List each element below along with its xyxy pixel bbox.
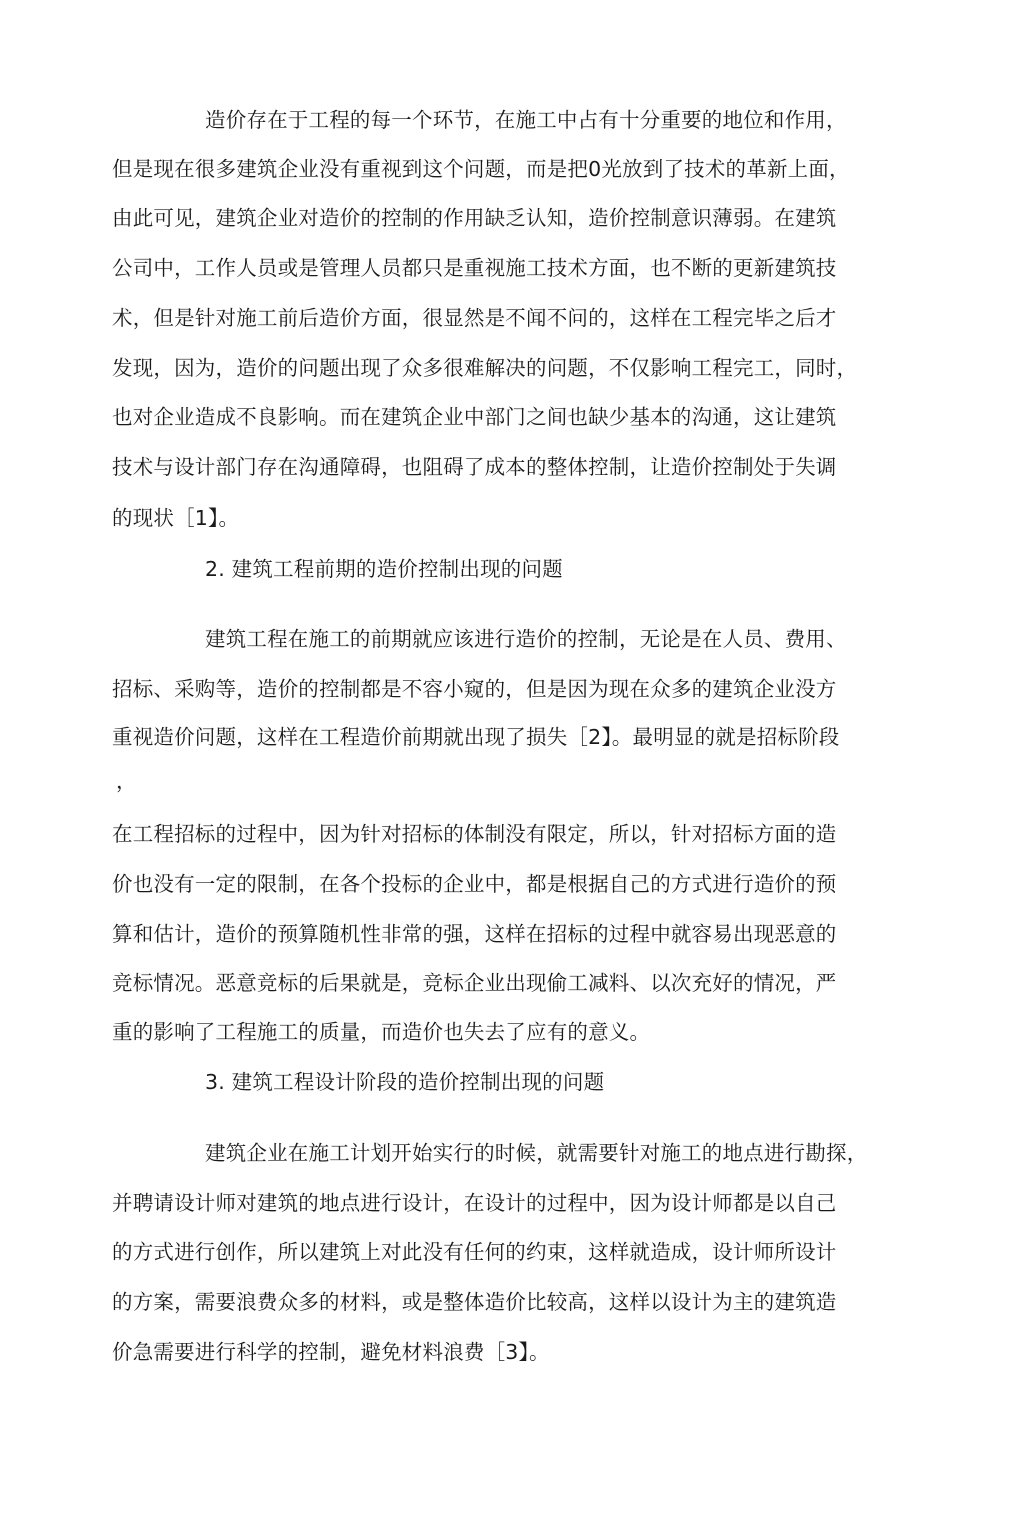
paragraph-4-line-1: 建筑企业在施工计划开始实行的时候，就需要针对施工的地点进行勘探， [205,1141,868,1165]
paragraph-2-line-1: 建筑工程在施工的前期就应该进行造价的控制，无论是在人员、费用、 [205,627,847,651]
paragraph-1-line-3: 由此可见，建筑企业对造价的控制的作用缺乏认知，造价控制意识薄弱。在建筑 [112,206,837,230]
paragraph-1-line-1: 造价存在于工程的每一个环节，在施工中占有十分重要的地位和作用， [205,108,847,132]
paragraph-3-line-5: 重的影响了工程施工的质量，而造价也失去了应有的意义。 [112,1020,651,1044]
paragraph-3-line-1: 在工程招标的过程中，因为针对招标的体制没有限定，所以，针对招标方面的造 [112,822,837,846]
paragraph-1-line-5: 术，但是针对施工前后造价方面，很显然是不闻不问的，这样在工程完毕之后才 [112,306,837,330]
paragraph-1-line-9: 的现状［1】。 [112,506,240,530]
paragraph-4-line-3: 的方式进行创作，所以建筑上对此没有任何的约束，这样就造成，设计师所设计 [112,1240,837,1264]
paragraph-3-line-4: 竞标情况。恶意竞标的后果就是，竞标企业出现偷工减料、以次充好的情况，严 [112,971,837,995]
paragraph-1-line-4: 公司中，工作人员或是管理人员都只是重视施工技术方面，也不断的更新建筑技 [112,256,837,280]
paragraph-3-line-2: 价也没有一定的限制，在各个投标的企业中，都是根据自己的方式进行造价的预 [112,872,837,896]
paragraph-3-line-3: 算和估计，造价的预算随机性非常的强，这样在招标的过程中就容易出现恶意的 [112,922,837,946]
paragraph-1-line-8: 技术与设计部门存在沟通障碍，也阻碍了成本的整体控制，让造价控制处于失调 [112,455,837,479]
paragraph-1-line-7: 也对企业造成不良影响。而在建筑企业中部门之间也缺少基本的沟通，这让建筑 [112,405,837,429]
paragraph-1-line-6: 发现，因为，造价的问题出现了众多很难解决的问题，不仅影响工程完工，同时， [112,356,858,380]
paragraph-2-line-2: 招标、采购等，造价的控制都是不容小窥的，但是因为现在众多的建筑企业没方 [112,677,837,701]
paragraph-2-line-3: 重视造价问题，这样在工程造价前期就出现了损失［2】。最明显的就是招标阶段 [112,725,840,749]
paragraph-4-line-2: 并聘请设计师对建筑的地点进行设计，在设计的过程中，因为设计师都是以自己 [112,1191,837,1215]
paragraph-2-line-4: ， [116,769,137,793]
paragraph-1-line-2: 但是现在很多建筑企业没有重视到这个问题，而是把0光放到了技术的革新上面， [112,157,850,181]
paragraph-4-line-5: 价急需要进行科学的控制，避免材料浪费［3】。 [112,1340,550,1364]
section-heading-2: 2. 建筑工程前期的造价控制出现的问题 [205,557,563,581]
section-heading-3: 3. 建筑工程设计阶段的造价控制出现的问题 [205,1070,605,1094]
paragraph-4-line-4: 的方案，需要浪费众多的材料，或是整体造价比较高，这样以设计为主的建筑造 [112,1290,837,1314]
